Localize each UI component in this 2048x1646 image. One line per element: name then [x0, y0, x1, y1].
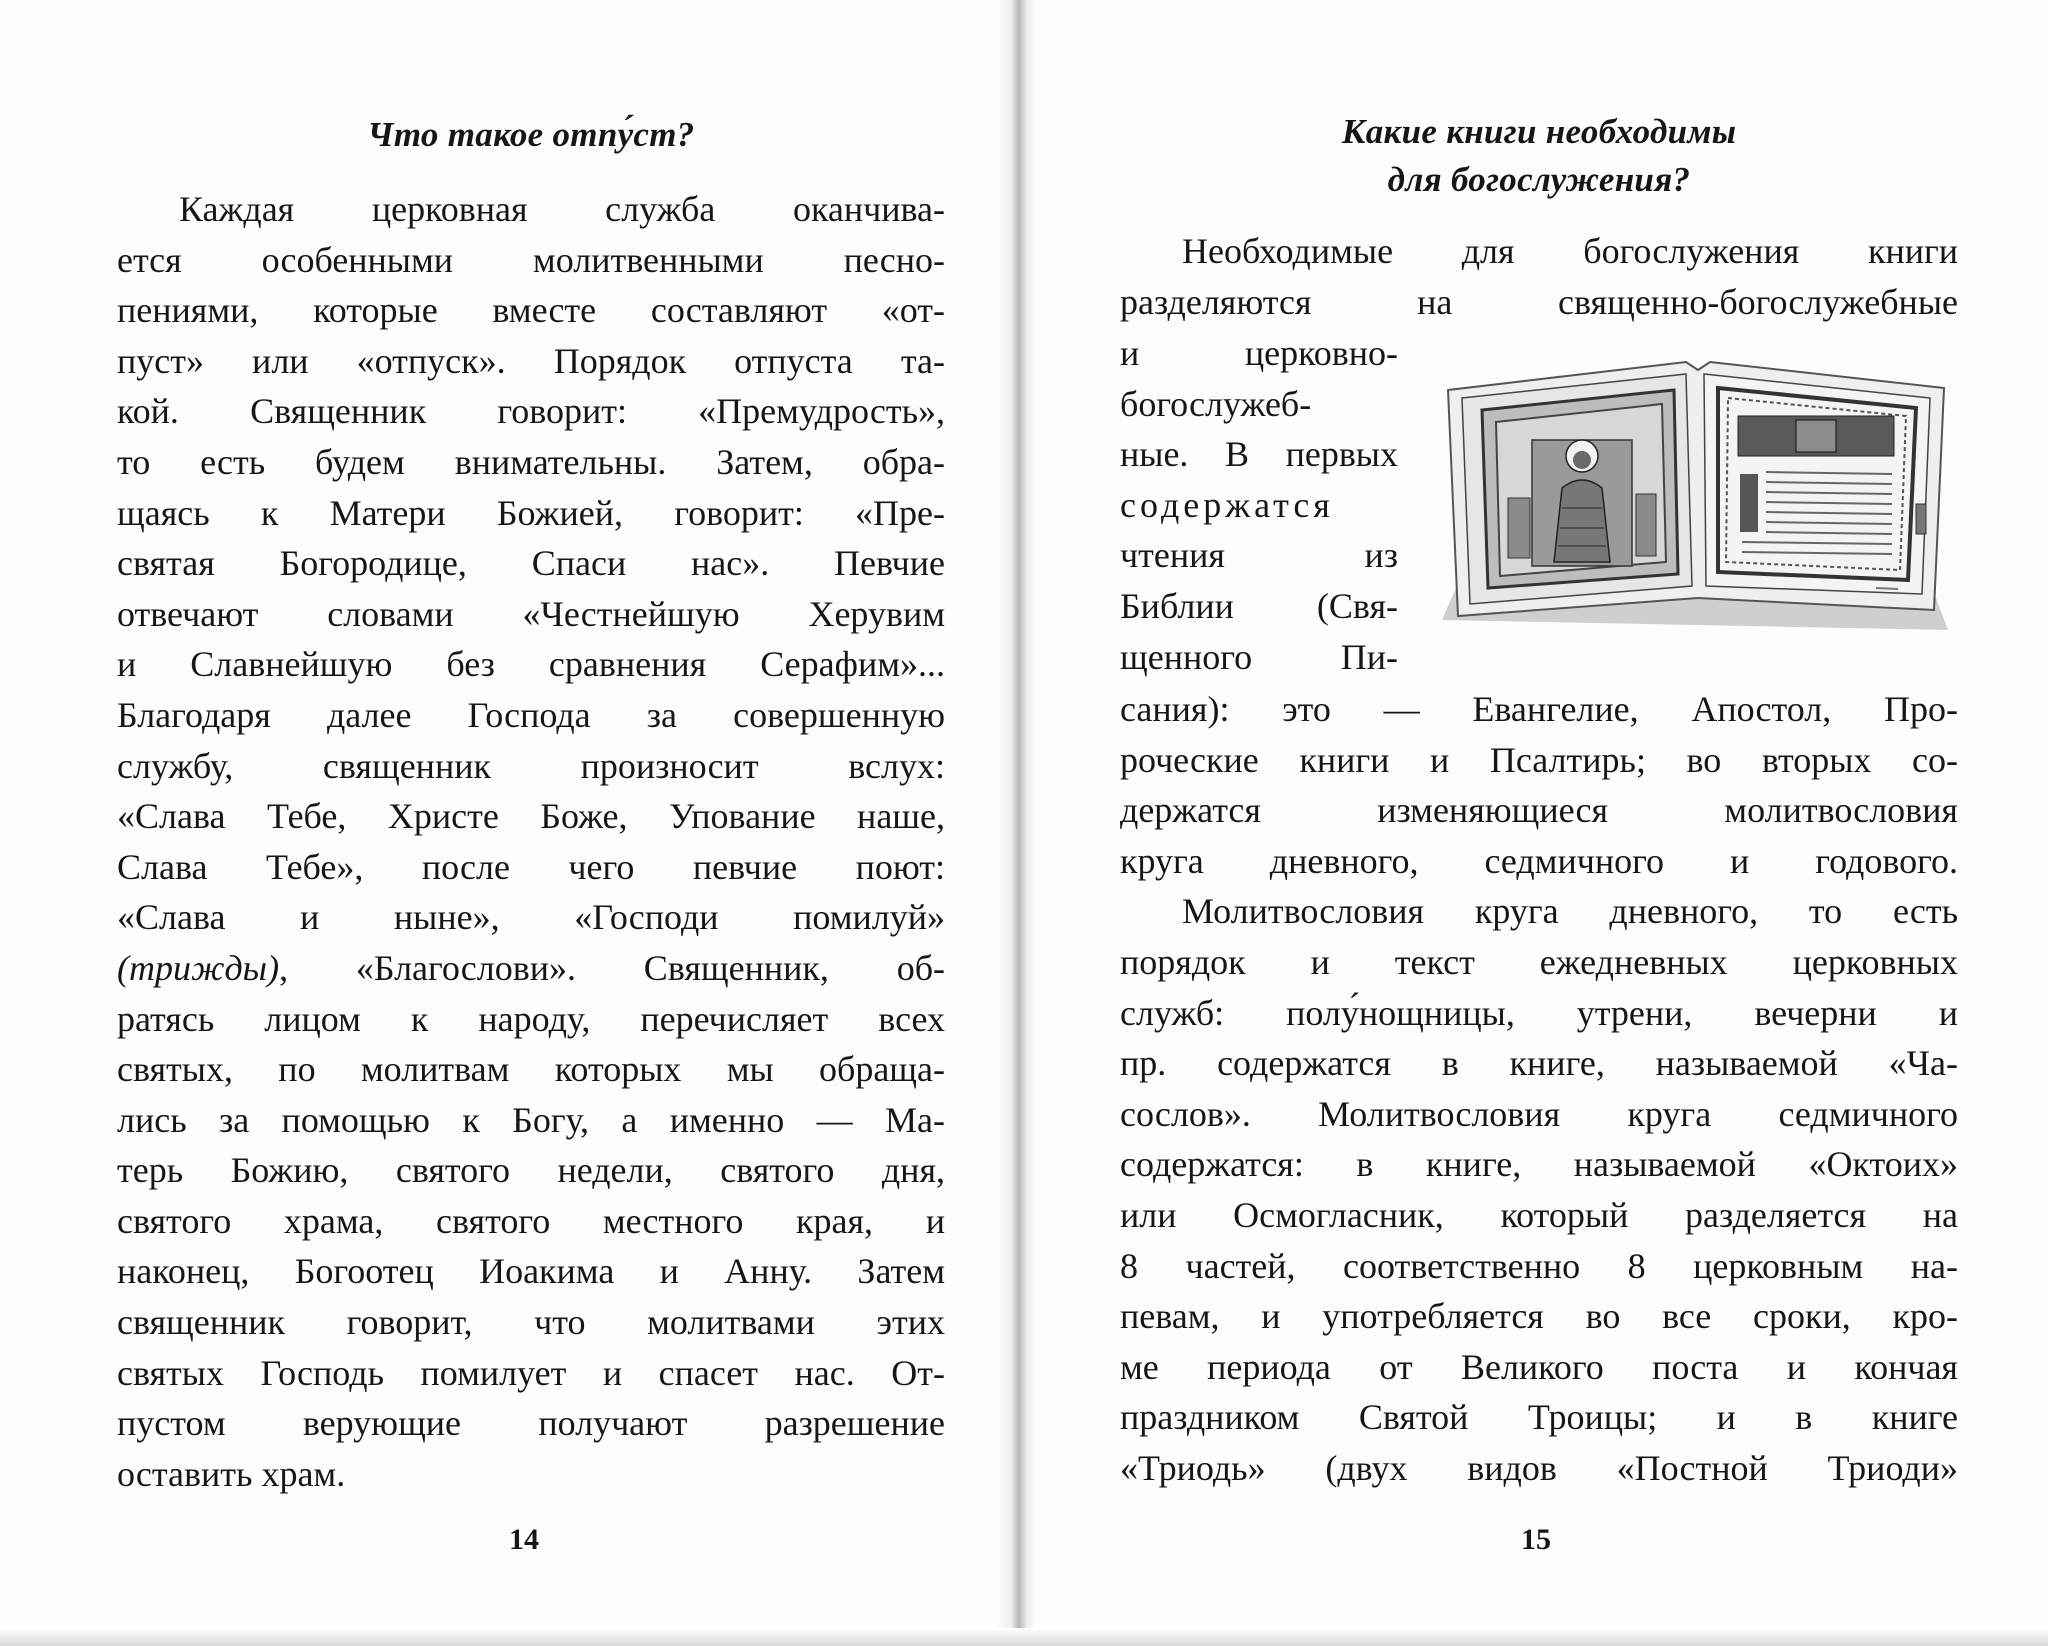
body-line: пустом верующие получают разрешение [117, 1403, 945, 1444]
body-line: наконец, Богоотец Иоакима и Анну. Затем [117, 1251, 945, 1292]
body-line: круга дневного, седмичного и годового. [1120, 840, 1958, 881]
gospel-book-illustration [1436, 348, 1954, 638]
body-line: и церковно- [1120, 333, 1398, 373]
body-line: держатся изменяющиеся молитвословия [1120, 790, 1958, 831]
body-line: святого храма, святого местного края, и [117, 1200, 945, 1241]
body-line: или Осмогласник, который разделяется на [1120, 1194, 1958, 1235]
body-line: ные. В первых [1120, 434, 1398, 475]
body-line: служб: полу́нощницы, утрени, вечерни и [1120, 992, 1958, 1033]
body-line: сания): это — Евангелие, Апостол, Про- [1120, 689, 1958, 729]
body-line: службу, священник произносит вслух: [117, 745, 945, 786]
body-line: содержатся: в книге, называемой «Октоих» [1120, 1144, 1958, 1185]
body-line: порядок и текст ежедневных церковных [1120, 941, 1958, 982]
right-page-body-wrap [1120, 328, 1398, 682]
open-gospel-book-image [1436, 348, 1954, 638]
body-line: сослов». Молитвословия круга седмичного [1120, 1093, 1958, 1134]
left-page-body [117, 184, 945, 1499]
body-line: «Триодь» (двух видов «Постной Триоди» [1120, 1447, 1958, 1488]
book-gutter-shadow [995, 0, 1035, 1646]
left-page-heading: Что такое отпу́ст? [367, 115, 695, 154]
body-line: чтения из [1120, 535, 1398, 576]
body-line-rest: , «Благослови». Священник, об- [279, 947, 945, 988]
body-line: певам, и употребляется во все сроки, кро- [1120, 1296, 1958, 1337]
body-line-italic-start [117, 943, 945, 994]
body-line: святых, по молитвам которых мы обраща- [117, 1049, 945, 1090]
body-line: 8 частей, соответственно 8 церковным на- [1120, 1245, 1958, 1286]
body-line: и Славнейшую без сравнения Серафим»... [117, 644, 945, 685]
body-line: кой. Священник говорит: «Премудрость», [117, 391, 945, 432]
body-line: «Слава Тебе, Христе Боже, Упование наше, [117, 796, 945, 837]
italic-trizhdy: (трижды) [117, 947, 280, 988]
body-line: ратясь лицом к народу, перечисляет всех [117, 998, 945, 1039]
body-line: отвечают словами «Честнейшую Херувим [117, 593, 945, 634]
body-line: щаясь к Матери Божией, говорит: «Пре- [117, 492, 945, 533]
body-line: Библии (Свя- [1120, 585, 1398, 626]
body-line: оставить храм. [117, 1453, 346, 1494]
page-number-right: 15 [1521, 1523, 1551, 1556]
body-line: Молитвословия круга дневного, то есть [1182, 891, 1958, 932]
right-page-heading [1120, 108, 1958, 204]
body-line: Необходимые для богослужения книги [1182, 231, 1958, 271]
body-line: пениями, которые вместе составляют «от- [117, 290, 945, 331]
body-line: святая Богородице, Спаси нас». Певчие [117, 543, 945, 584]
body-line: разделяются на священно-богослужебные [1120, 281, 1958, 322]
body-line: содержатся [1120, 484, 1334, 525]
body-line: святых Господь помилует и спасет нас. От- [117, 1352, 945, 1393]
right-heading-line-2: для богослужения? [1387, 160, 1691, 199]
body-line: Слава Тебе», после чего певчие поют: [117, 846, 945, 887]
body-line: то есть будем внимательны. Затем, обра- [117, 441, 945, 482]
body-line: «Слава и ныне», «Господи помилуй» [117, 897, 945, 938]
right-page-body-bottom [1120, 684, 1958, 1494]
body-line: ется особенными молитвенными песно- [117, 239, 945, 280]
body-line: лись за помощью к Богу, а именно — Ма- [117, 1099, 945, 1140]
body-line: пр. содержатся в книге, называемой «Ча- [1120, 1043, 1958, 1084]
left-page [0, 0, 1010, 1646]
body-line: роческие книги и Псалтирь; во вторых со- [1120, 739, 1958, 780]
body-line: щенного Пи- [1120, 636, 1398, 677]
body-line: Каждая церковная служба оканчива- [179, 189, 945, 229]
body-line: праздником Святой Троицы; и в книге [1120, 1397, 1958, 1438]
page-bottom-edge [0, 1628, 2048, 1646]
body-line: пуст» или «отпуск». Порядок отпуста та- [117, 340, 945, 381]
body-line: терь Божию, святого недели, святого дня, [117, 1150, 945, 1191]
body-line: богослужеб- [1120, 383, 1312, 424]
right-page-body-top [1120, 226, 1958, 327]
page-number-left: 14 [509, 1523, 539, 1556]
body-line: Благодаря далее Господа за совершенную [117, 694, 945, 735]
body-line: священник говорит, что молитвами этих [117, 1302, 945, 1343]
body-line: ме периода от Великого поста и кончая [1120, 1346, 1958, 1387]
right-heading-line-1: Какие книги необходимы [1341, 112, 1737, 151]
